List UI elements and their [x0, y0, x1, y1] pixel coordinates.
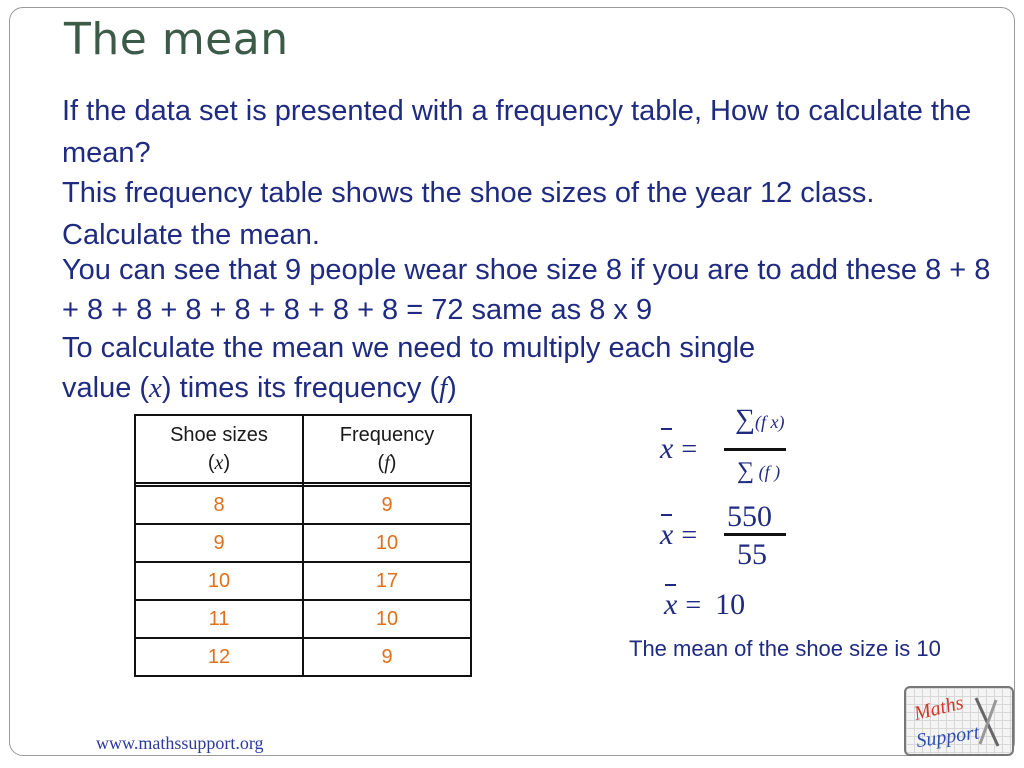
table-row [135, 486, 471, 524]
table-row [135, 562, 471, 600]
method-text [62, 328, 992, 408]
frequency-cell: 17 [303, 562, 471, 600]
table-row [135, 524, 471, 562]
frequency-table [134, 414, 472, 677]
method-line-2-pre: value ( [62, 372, 150, 404]
shoe-size-cell: 10 [135, 562, 303, 600]
f-variable: f [439, 372, 448, 404]
mean-symbol: x [660, 518, 674, 551]
table-row [135, 600, 471, 638]
frequency-cell: 10 [303, 600, 471, 638]
task-statement: This frequency table shows the shoe sizes of the year 12 class. Calculate the mean. [62, 177, 875, 251]
explanation-text: You can see that 9 people wear shoe size 8 if you are to add these 8 + 8 + 8 + 8 + 8 + 8 + 8 + 8 + 8 = 72 same as 8 x 9 [62, 254, 991, 326]
mean-result [664, 588, 745, 622]
frequency-cell: 10 [303, 524, 471, 562]
fraction-line [724, 533, 786, 536]
maths-support-logo [904, 686, 1014, 756]
equals-sign: = [685, 590, 702, 621]
svg-text:Maths: Maths [911, 691, 966, 726]
fraction-line [724, 448, 786, 451]
header-shoe-sizes: Shoe sizes (x) [135, 415, 303, 483]
method-line-2-mid: ) times its frequency ( [161, 372, 440, 404]
mean-formula-values [660, 518, 697, 552]
mean-symbol: x [660, 432, 674, 465]
denominator-term: (f ) [758, 462, 781, 482]
method-line-2-post: ) [447, 372, 457, 404]
equals-sign: = [681, 520, 698, 551]
slide-title: The mean [64, 14, 289, 65]
sigma-symbol: ∑ [737, 458, 755, 484]
intro-question: If the data set is presented with a frequency table, How to calculate the mean? [62, 95, 972, 169]
equals-sign: = [681, 434, 698, 465]
numerator-value: 550 [727, 500, 772, 533]
x-variable: x [149, 372, 162, 404]
svg-text:Support: Support [914, 721, 981, 753]
denominator-value: 55 [737, 538, 767, 571]
frequency-cell: 9 [303, 486, 471, 524]
conclusion-text: The mean of the shoe size is 10 [629, 636, 941, 661]
website-link[interactable]: www.mathssupport.org [96, 733, 264, 753]
shoe-size-cell: 11 [135, 600, 303, 638]
method-line-1: To calculate the mean we need to multiply each single [62, 332, 756, 364]
shoe-size-cell: 8 [135, 486, 303, 524]
sum-fx-numerator [735, 404, 784, 436]
header-frequency: Frequency (f) [303, 415, 471, 483]
table-header-row [135, 415, 471, 483]
shoe-size-cell: 12 [135, 638, 303, 676]
sigma-symbol: ∑ [735, 404, 755, 435]
sum-f-denominator [737, 458, 780, 485]
mean-formula-general [660, 432, 697, 466]
numerator-term: (f x) [754, 412, 785, 432]
logo-graphic-icon [906, 688, 1012, 754]
mean-symbol: x [664, 588, 678, 621]
result-value: 10 [715, 588, 746, 621]
table-row [135, 638, 471, 676]
shoe-size-cell: 9 [135, 524, 303, 562]
frequency-cell: 9 [303, 638, 471, 676]
